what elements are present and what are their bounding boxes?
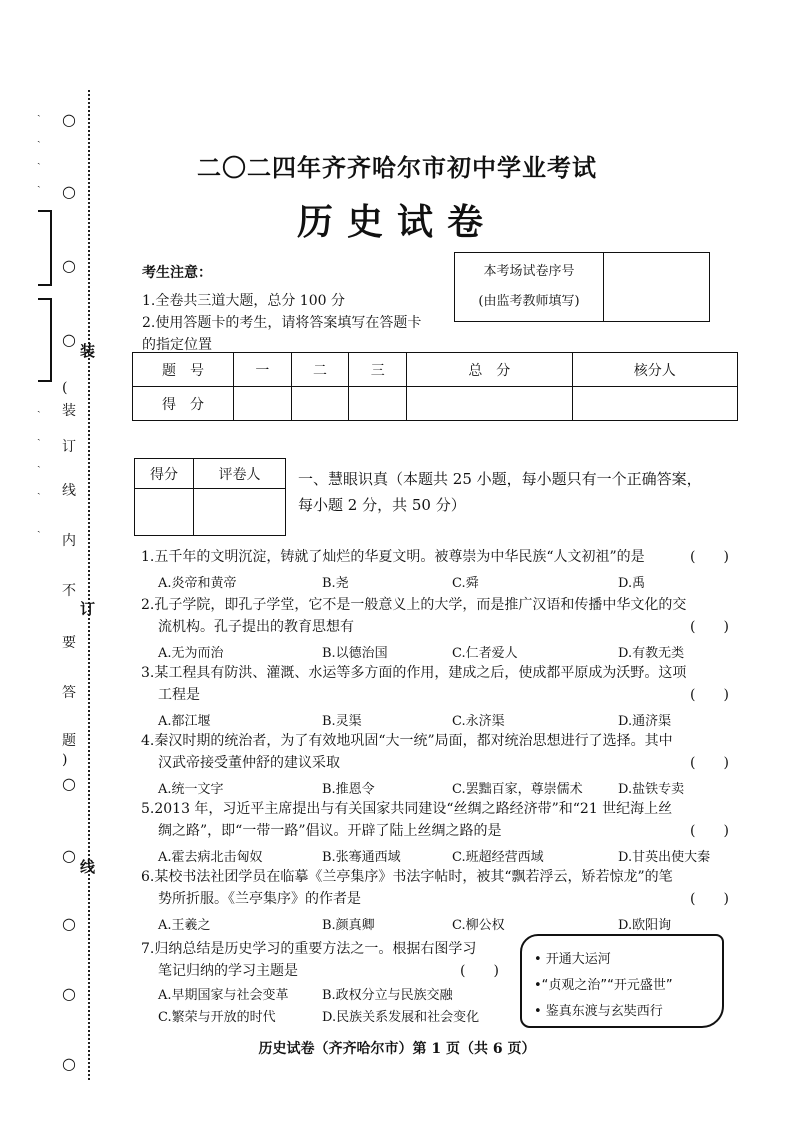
subject-title: 历史试卷 bbox=[296, 201, 497, 243]
option-c: C.永济渠 bbox=[452, 714, 505, 729]
score-cell[interactable] bbox=[291, 387, 349, 421]
option-c: C.班超经营西域 bbox=[452, 850, 544, 865]
score-header: 二 bbox=[291, 353, 349, 387]
option-d: D.通济渠 bbox=[618, 714, 672, 729]
score-cell[interactable] bbox=[407, 387, 572, 421]
study-note-item: • 开通大运河 bbox=[534, 952, 611, 967]
grader-name-cell[interactable] bbox=[194, 489, 286, 536]
answer-paren[interactable]: ( ) bbox=[690, 619, 729, 635]
option-c: C.繁荣与开放的时代 bbox=[158, 1010, 276, 1025]
score-row-label: 得 分 bbox=[133, 387, 234, 421]
option-b: B.尧 bbox=[322, 576, 349, 591]
option-c: C.罢黜百家，尊崇儒术 bbox=[452, 782, 583, 797]
question-3-stem: 3.某工程具有防洪、灌溉、水运等多方面的作用，建成之后，使成都平原成为沃野。这项 bbox=[141, 665, 687, 681]
score-cell[interactable] bbox=[234, 387, 292, 421]
margin-tick: ˏ bbox=[37, 104, 41, 117]
answer-paren[interactable]: ( ) bbox=[690, 687, 729, 703]
answer-paren[interactable]: ( ) bbox=[690, 891, 729, 907]
margin-tick: ˏ bbox=[37, 455, 41, 468]
question-6-stem: 6.某校书法社团学员在临摹《兰亭集序》书法字帖时，被其“飘若浮云，矫若惊龙”的笔 bbox=[141, 869, 673, 885]
section1-heading: 一、慧眼识真（本题共 25 小题，每小题只有一个正确答案， bbox=[298, 470, 702, 488]
score-cell[interactable] bbox=[572, 387, 737, 421]
binding-note-char: 线 bbox=[62, 483, 76, 499]
binding-note-char: 订 bbox=[62, 439, 76, 455]
section1-heading-line2: 每小题 2 分，共 50 分） bbox=[298, 496, 466, 514]
question-5-stem-cont: 绸之路”，即“一带一路”倡议。开辟了陆上丝绸之路的是 bbox=[158, 823, 502, 839]
option-d: D.有教无类 bbox=[618, 646, 685, 661]
score-header: 总 分 bbox=[407, 353, 572, 387]
margin-tick: ˏ bbox=[37, 130, 41, 143]
option-a: A.无为而治 bbox=[158, 646, 224, 661]
exam-title: 二〇二四年齐齐哈尔市初中学业考试 bbox=[197, 153, 597, 182]
notice-line: 的指定位置 bbox=[142, 337, 212, 353]
option-a: A.炎帝和黄帝 bbox=[158, 576, 237, 591]
grader-score-label: 得分 bbox=[135, 459, 194, 489]
answer-paren[interactable]: ( ) bbox=[690, 823, 729, 839]
answer-paren[interactable]: ( ) bbox=[460, 963, 499, 979]
serial-number-box bbox=[454, 252, 710, 322]
score-table bbox=[132, 352, 738, 421]
serial-label-line1: 本考场试卷序号 bbox=[483, 264, 575, 279]
binding-circle: ○ bbox=[62, 774, 76, 793]
option-a: A.都江堰 bbox=[158, 714, 211, 729]
question-2-stem: 2.孔子学院，即孔子学堂，它不是一般意义上的大学，而是推广汉语和传播中华文化的交 bbox=[141, 597, 687, 613]
study-note-figure bbox=[520, 934, 724, 1028]
margin-tick: ˏ bbox=[37, 482, 41, 495]
margin-bracket bbox=[38, 298, 52, 382]
binding-note-char: ( bbox=[62, 380, 68, 396]
margin-tick: ˏ bbox=[37, 152, 41, 165]
option-d: D.禹 bbox=[618, 576, 646, 591]
binding-note-char: 不 bbox=[62, 583, 76, 599]
margin-tick: ˏ bbox=[37, 428, 41, 441]
option-a: A.早期国家与社会变革 bbox=[158, 988, 289, 1003]
notice-line: 1.全卷共三道大题，总分 100 分 bbox=[142, 293, 345, 309]
option-a: A.王羲之 bbox=[158, 918, 211, 933]
score-header: 一 bbox=[234, 353, 292, 387]
binding-circle: ○ bbox=[62, 110, 76, 129]
question-2-stem-cont: 流机构。孔子提出的教育思想有 bbox=[158, 619, 354, 635]
score-cell[interactable] bbox=[349, 387, 407, 421]
question-3-stem-cont: 工程是 bbox=[158, 687, 200, 703]
question-5-stem: 5.2013 年，习近平主席提出与有关国家共同建设“丝绸之路经济带”和“21 世纪海上丝 bbox=[141, 801, 673, 817]
option-a: A.统一文字 bbox=[158, 782, 224, 797]
binding-mark-xian: 线 bbox=[80, 858, 96, 876]
score-header: 核分人 bbox=[572, 353, 737, 387]
question-7-stem-cont: 笔记归纳的学习主题是 bbox=[158, 963, 298, 979]
option-b: B.以德治国 bbox=[322, 646, 388, 661]
serial-label-cell bbox=[455, 253, 604, 322]
option-d: D.甘英出使大秦 bbox=[618, 850, 711, 865]
binding-mark-zhuang: 装 bbox=[80, 342, 96, 360]
question-7-stem: 7.归纳总结是历史学习的重要方法之一。根据右图学习 bbox=[141, 941, 477, 957]
question-6-stem-cont: 势所折服。《兰亭集序》的作者是 bbox=[158, 891, 361, 907]
option-c: C.柳公权 bbox=[452, 918, 505, 933]
option-d: D.欧阳询 bbox=[618, 918, 672, 933]
option-d: D.盐铁专卖 bbox=[618, 782, 685, 797]
serial-value-cell[interactable] bbox=[604, 253, 710, 322]
option-a: A.霍去病北击匈奴 bbox=[158, 850, 263, 865]
binding-note-char: 装 bbox=[62, 403, 76, 419]
question-4-stem-cont: 汉武帝接受董仲舒的建议采取 bbox=[158, 755, 340, 771]
binding-note-char: ) bbox=[62, 752, 68, 768]
study-note-item: • 鉴真东渡与玄奘西行 bbox=[534, 1004, 663, 1019]
binding-note-char: 答 bbox=[62, 685, 76, 701]
score-header: 三 bbox=[349, 353, 407, 387]
page-footer: 历史试卷（齐齐哈尔市）第 1 页（共 6 页） bbox=[258, 1041, 536, 1057]
binding-circle: ○ bbox=[62, 846, 76, 865]
option-b: B.政权分立与民族交融 bbox=[322, 988, 453, 1003]
binding-circle: ○ bbox=[62, 256, 76, 275]
notice-line: 2.使用答题卡的考生，请将答案填写在答题卡 bbox=[142, 315, 422, 331]
binding-note-char: 要 bbox=[62, 635, 76, 651]
question-4-stem: 4.秦汉时期的统治者，为了有效地巩固“大一统”局面，都对统治思想进行了选择。其中 bbox=[141, 733, 673, 749]
serial-label-line2: (由监考教师填写) bbox=[478, 294, 580, 309]
grader-name-label: 评卷人 bbox=[194, 459, 286, 489]
option-d: D.民族关系发展和社会变化 bbox=[322, 1010, 480, 1025]
answer-paren[interactable]: ( ) bbox=[690, 549, 729, 565]
option-c: C.舜 bbox=[452, 576, 479, 591]
option-b: B.推恩令 bbox=[322, 782, 375, 797]
binding-circle: ○ bbox=[62, 914, 76, 933]
option-b: B.灵渠 bbox=[322, 714, 362, 729]
option-b: B.颜真卿 bbox=[322, 918, 375, 933]
margin-tick: ˏ bbox=[37, 520, 41, 533]
notice-heading: 考生注意： bbox=[142, 265, 212, 281]
study-note-item: •“贞观之治”“开元盛世” bbox=[534, 978, 673, 993]
margin-tick: ˏ bbox=[37, 400, 41, 413]
answer-paren[interactable]: ( ) bbox=[690, 755, 729, 771]
margin-tick: ˏ bbox=[37, 175, 41, 188]
binding-circle: ○ bbox=[62, 1054, 76, 1073]
score-header: 题 号 bbox=[133, 353, 234, 387]
grader-box bbox=[134, 458, 286, 536]
binding-mark-ding: 订 bbox=[80, 600, 96, 618]
binding-circle: ○ bbox=[62, 984, 76, 1003]
grader-score-cell[interactable] bbox=[135, 489, 194, 536]
option-b: B.张骞通西域 bbox=[322, 850, 401, 865]
binding-note-char: 题 bbox=[62, 733, 76, 749]
binding-circle: ○ bbox=[62, 330, 76, 349]
question-1-stem: 1.五千年的文明沉淀，铸就了灿烂的华夏文明。被尊崇为中华民族“人文初祖”的是 bbox=[141, 549, 645, 565]
binding-circle: ○ bbox=[62, 182, 76, 201]
option-c: C.仁者爱人 bbox=[452, 646, 518, 661]
binding-note-char: 内 bbox=[62, 533, 76, 549]
